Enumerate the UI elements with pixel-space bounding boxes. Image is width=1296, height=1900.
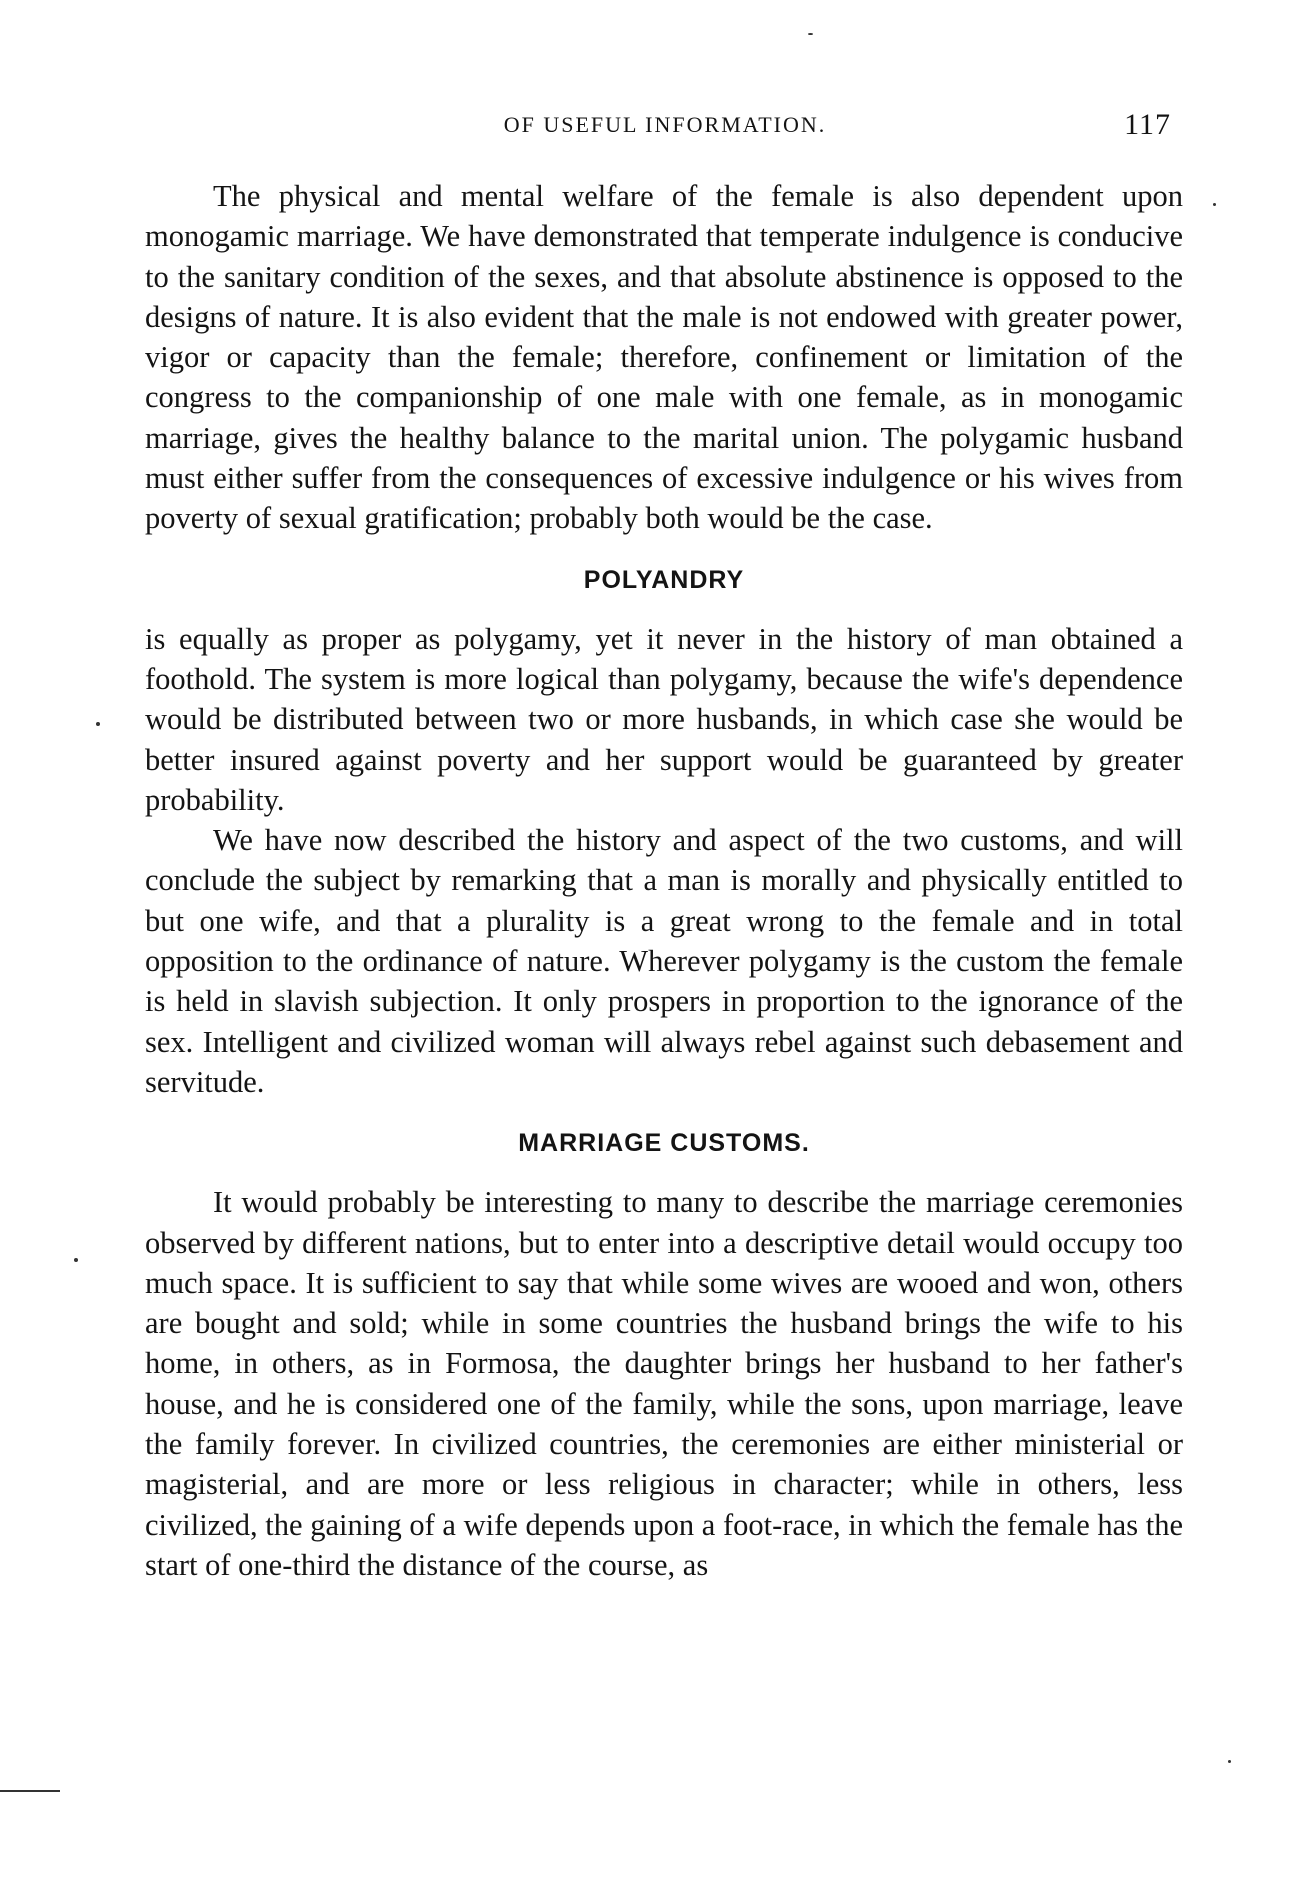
- scan-speck: [1228, 1760, 1231, 1763]
- scan-speck: [0, 1790, 60, 1792]
- marriage-customs-paragraph-1: It would probably be interesting to many to describe the marriage ceremonies observed by different nations, but to enter into a descriptive detail would occupy too much space. It is sufficient to say that while some wives are wooed and won, others are bought and sold; while in some countries the husband brings the wife to his home, in others, as in Formosa, the daughter brings her husband to her father's house, and he is considered one of the family, while the sons, upon marriage, leave the family forever. In civilized countries, the ceremonies are either ministerial or magisterial, and are more or less religious in character; while in others, less civilized, the gaining of a wife depends upon a foot-race, in which the female has the start of one-third the distance of the course, as: [145, 1185, 1183, 1582]
- body-text: [145, 176, 1183, 1585]
- intro-paragraph: The physical and mental welfare of the female is also dependent upon monogamic marriage. We have demonstrated that temperate indulgence is conducive to the sanitary condition of the sexes, and that absolute abstinence is opposed to the designs of nature. It is also evident that the male is not endowed with greater power, vigor or capacity than the female; therefore, confinement or limitation of the congress to the companionship of one male with one female, as in monogamic marriage, gives the healthy balance to the marital union. The polygamic husband must either suffer from the consequences of excessive indulgence or his wives from poverty of sexual gratification; probably both would be the case.: [145, 179, 1183, 536]
- scan-speck: [1213, 203, 1216, 206]
- running-title: OF USEFUL INFORMATION.: [503, 112, 827, 137]
- scan-speck: [808, 33, 813, 35]
- page-header: [145, 108, 1185, 152]
- polyandry-paragraph-1: is equally as proper as polygamy, yet it never in the history of man obtained a foothold. The system is more logical than polygamy, because the wife's dependence would be distributed between two or more husbands, in which case she would be better insured against poverty and her support would be guaranteed by greater probability.: [145, 621, 1183, 817]
- marriage-customs-heading: MARRIAGE CUSTOMS.: [518, 1129, 810, 1158]
- polyandry-heading: POLYANDRY: [583, 565, 745, 594]
- scan-speck: [74, 1258, 78, 1262]
- scan-speck: [96, 722, 100, 726]
- page-number: 117: [1124, 108, 1171, 141]
- polyandry-paragraph-2: We have now described the history and aspect of the two customs, and will conclude the subject by remarking that a man is morally and physically entitled to but one wife, and that a plurality is a great wrong to the female and in total opposition to the ordinance of nature. Wherever polygamy is the custom the female is held in slavish subjection. It only prospers in proportion to the ignorance of the sex. Intelligent and civilized woman will always rebel against such debasement and servitude.: [145, 823, 1183, 1099]
